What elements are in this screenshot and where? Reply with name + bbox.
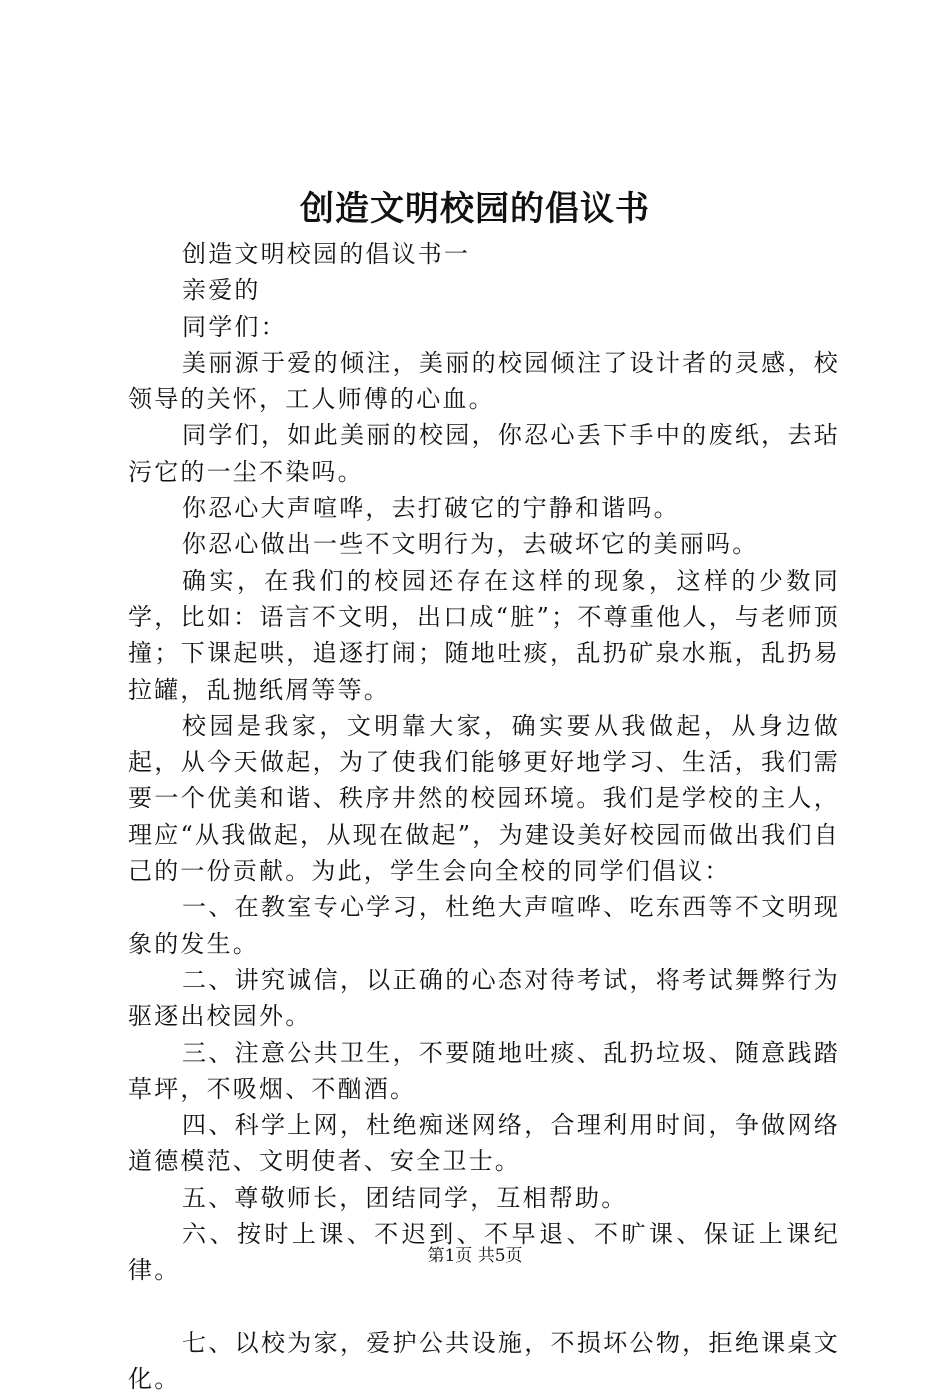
paragraph: 三、注意公共卫生，不要随地吐痰、乱扔垃圾、随意践踏草坪，不吸烟、不酗酒。 [128,1038,840,1103]
document-title: 创造文明校园的倡议书 [300,189,650,229]
paragraph: 二、讲究诚信，以正确的心态对待考试，将考试舞弊行为驱逐出校园外。 [128,965,840,1031]
paragraph: 同学们： [182,312,287,341]
paragraph: 创造文明校园的倡议书一 [182,240,471,268]
document-body [128,236,840,1397]
paragraph: 你忍心做出一些不文明行为，去破坏它的美丽吗。 [182,530,759,559]
paragraph: 四、科学上网，杜绝痴迷网络，合理利用时间，争做网络道德模范、文明使者、安全卫士。 [128,1111,840,1176]
paragraph: 确实，在我们的校园还存在这样的现象，这样的少数同学，比如：语言不文明，出口成“脏”；不尊重他人，与老师顶撞；下课起哄，追逐打闹；随地吐痰，乱扔矿泉水瓶，乱扔易拉罐，乱抛纸屑等等。 [128,566,840,704]
paragraph: 你忍心大声喧哗，去打破它的宁静和谐吗。 [182,494,680,523]
paragraph: 同学们，如此美丽的校园，你忍心丢下手中的废纸，去玷污它的一尘不染吗。 [128,421,840,486]
page-footer: 第1页 共5页 [427,1246,523,1266]
paragraph: 亲爱的 [182,276,261,305]
paragraph: 美丽源于爱的倾注，美丽的校园倾注了设计者的灵感，校领导的关怀，工人师傅的心血。 [128,348,840,414]
paragraph: 五、尊敬师长，团结同学，互相帮助。 [182,1183,628,1212]
paragraph: 一、在教室专心学习，杜绝大声喧哗、吃东西等不文明现象的发生。 [128,893,840,958]
paragraph: 六、按时上课、不迟到、不早退、不旷课、保证上课纪律。 [128,1220,840,1285]
paragraph: 七、以校为家，爱护公共设施，不损坏公物，拒绝课桌文化。 [128,1328,840,1393]
paragraph: 校园是我家，文明靠大家，确实要从我做起，从身边做起，从今天做起，为了使我们能够更好地学习、生活，我们需要一个优美和谐、秩序井然的校园环境。我们是学校的主人，理应“从我做起，从现在做起”，为建设美好校园而做出我们自己的一份贡献。为此，学生会向全校的同学们倡议： [128,711,840,886]
